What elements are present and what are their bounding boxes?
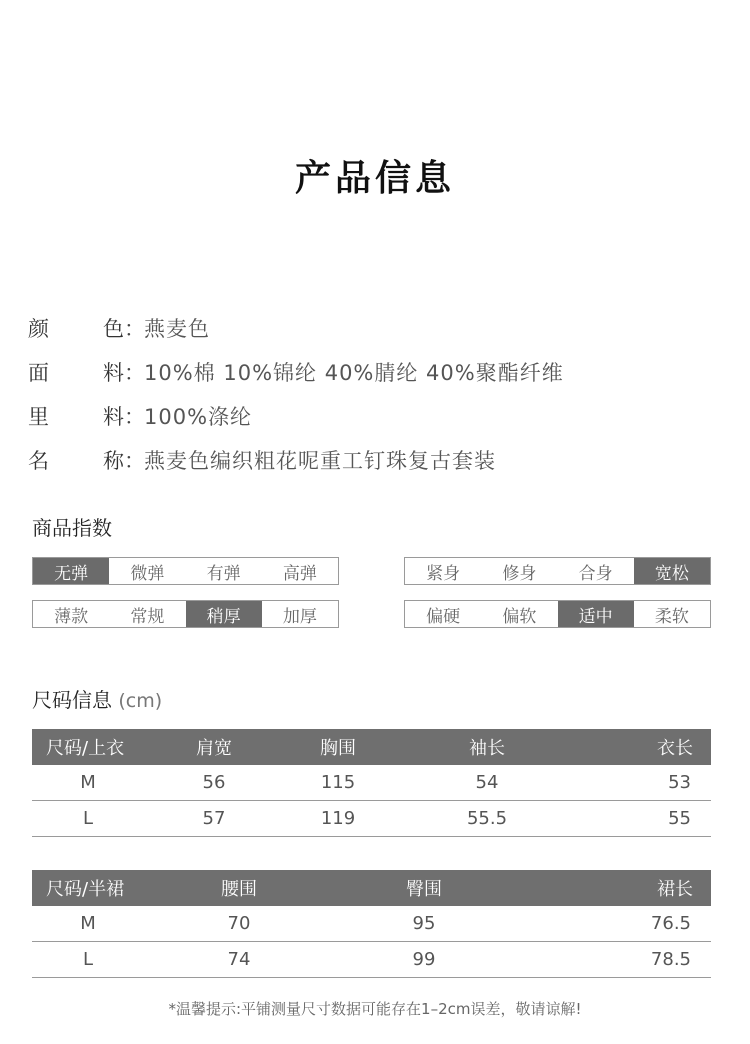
product-info-list (28, 306, 728, 482)
fit-option: 宽松 (634, 558, 710, 584)
thickness-option: 加厚 (262, 601, 338, 627)
table-cell: L (32, 801, 144, 837)
table-cell: 54 (392, 765, 582, 801)
softness-option: 柔软 (634, 601, 710, 627)
table-cell: 57 (144, 801, 284, 837)
colon: ： (124, 449, 145, 473)
table-cell: 56 (144, 765, 284, 801)
colon: ： (124, 361, 145, 385)
table-cell: 99 (334, 942, 514, 978)
info-value-color: 燕麦色 (144, 317, 210, 341)
table-row (32, 765, 711, 801)
info-row-name (28, 438, 728, 482)
table-cell: L (32, 942, 144, 978)
label-char: 名 (28, 449, 49, 473)
info-label (28, 357, 124, 387)
table-cell: 55 (582, 801, 711, 837)
fit-index (404, 557, 711, 585)
label-char: 颜 (28, 317, 49, 341)
table-header: 尺码/上衣 (32, 729, 144, 765)
elasticity-option: 高弹 (262, 558, 338, 584)
table-header-row (32, 729, 711, 765)
table-header-row (32, 870, 711, 906)
table-cell: 74 (144, 942, 334, 978)
table-cell: 55.5 (392, 801, 582, 837)
softness-index (404, 600, 711, 628)
info-label (28, 445, 124, 475)
table-cell: 76.5 (514, 906, 711, 942)
table-row (32, 906, 711, 942)
colon: ： (124, 405, 145, 429)
table-header: 袖长 (392, 729, 582, 765)
softness-option: 偏软 (481, 601, 557, 627)
table-cell: 95 (334, 906, 514, 942)
fit-option: 修身 (481, 558, 557, 584)
table-cell: 115 (284, 765, 392, 801)
info-label (28, 401, 124, 431)
table-cell: 119 (284, 801, 392, 837)
label-char: 色 (103, 317, 124, 341)
table-cell: 70 (144, 906, 334, 942)
size-section-title (32, 684, 162, 713)
table-row (32, 942, 711, 978)
table-header: 胸围 (284, 729, 392, 765)
measurement-note: *温馨提示:平铺测量尺寸数据可能存在1–2cm误差，敬请谅解! (168, 1000, 582, 1018)
info-label (28, 313, 124, 343)
info-row-fabric (28, 350, 728, 394)
table-cell: 78.5 (514, 942, 711, 978)
fit-option: 合身 (558, 558, 634, 584)
table-cell: M (32, 765, 144, 801)
table-cell: 53 (582, 765, 711, 801)
info-row-color (28, 306, 728, 350)
table-header: 裙长 (514, 870, 711, 906)
label-char: 料 (103, 361, 124, 385)
top-size-table (32, 729, 711, 837)
elasticity-option: 微弹 (109, 558, 185, 584)
table-cell: M (32, 906, 144, 942)
thickness-index (32, 600, 339, 628)
size-unit: (cm) (118, 690, 163, 712)
label-char: 称 (103, 449, 124, 473)
softness-option: 适中 (558, 601, 634, 627)
info-value-fabric: 10%棉 10%锦纶 40%腈纶 40%聚酯纤维 (144, 361, 564, 385)
softness-option: 偏硬 (405, 601, 481, 627)
table-header: 腰围 (144, 870, 334, 906)
label-char: 里 (28, 405, 49, 429)
elasticity-index (32, 557, 339, 585)
table-header: 衣长 (582, 729, 711, 765)
colon: ： (124, 317, 145, 341)
elasticity-option: 无弹 (33, 558, 109, 584)
label-char: 料 (103, 405, 124, 429)
thickness-option: 稍厚 (186, 601, 262, 627)
info-row-lining (28, 394, 728, 438)
page-title: 产品信息 (294, 158, 455, 199)
thickness-option: 薄款 (33, 601, 109, 627)
elasticity-option: 有弹 (186, 558, 262, 584)
size-title: 尺码信息 (32, 688, 112, 712)
table-header: 臀围 (334, 870, 514, 906)
fit-option: 紧身 (405, 558, 481, 584)
label-char: 面 (28, 361, 49, 385)
index-section-title: 商品指数 (32, 516, 112, 540)
skirt-size-table (32, 870, 711, 978)
info-value-lining: 100%涤纶 (144, 405, 253, 429)
table-row (32, 801, 711, 837)
thickness-option: 常规 (109, 601, 185, 627)
table-header: 尺码/半裙 (32, 870, 144, 906)
table-header: 肩宽 (144, 729, 284, 765)
info-value-name: 燕麦色编织粗花呢重工钉珠复古套装 (144, 449, 496, 473)
